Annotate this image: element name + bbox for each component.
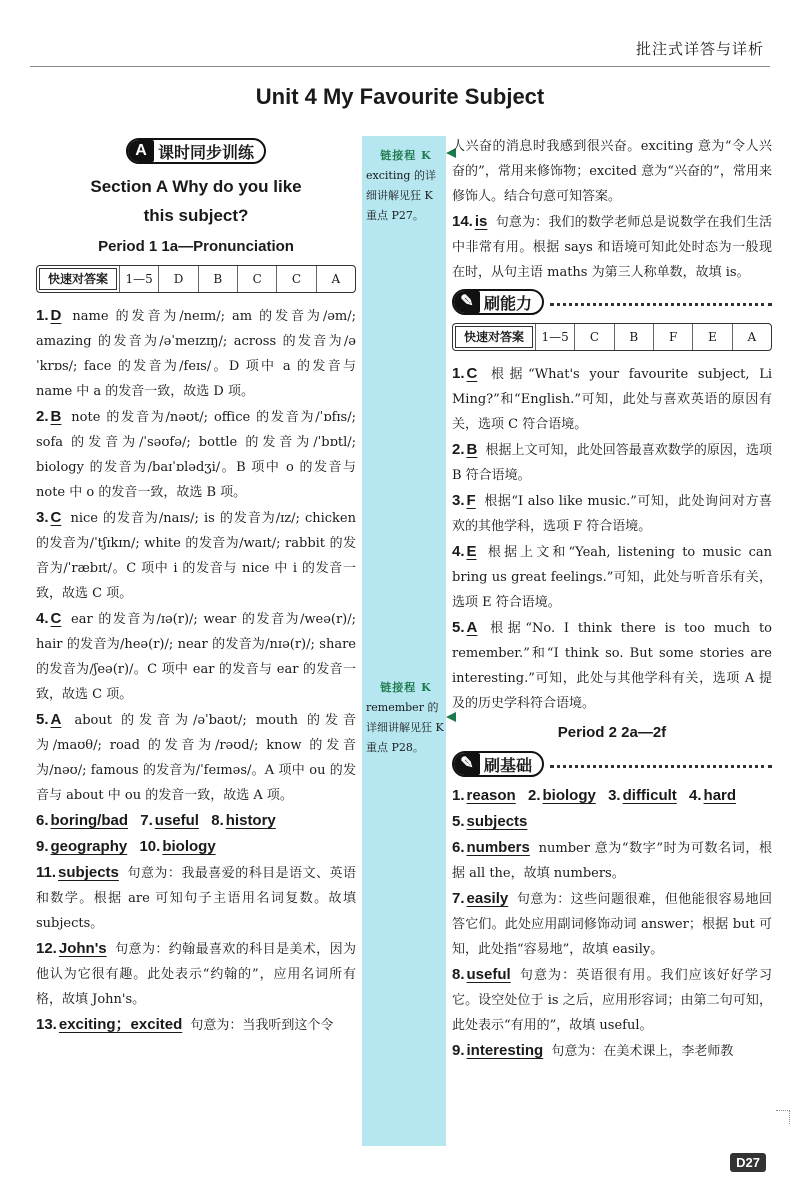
dotted-divider: [550, 765, 772, 768]
quick-answer-cell: B: [198, 266, 237, 292]
brush-icon: ✎: [454, 291, 480, 313]
side-note-exciting: [362, 146, 446, 226]
badge-text: 刷基础: [484, 755, 533, 775]
side-note-label: 链接程 K: [380, 681, 432, 694]
answer-item: 11. subjects 句意为：我最喜爱的科目是语文、英语和数学。根据 are 可知句子主语用名词复数。故填 subjects。: [36, 864, 356, 931]
answer-item: 14. is 句意为：我们的数学老师总是说数学在我们生活中非常有用。根据 says 和语境可知此处时态为一般现在时，从句主语 maths 为第三人称单数，故填 is。: [452, 213, 772, 280]
basics-badge: [452, 751, 544, 777]
quick-answer-cell: E: [692, 324, 731, 350]
quick-answer-label: 快速对答案: [455, 326, 533, 348]
period-title: Period 2 2a—2f: [557, 724, 667, 741]
section-title-line-1: Section A Why do you like: [90, 177, 302, 196]
right-column: [452, 134, 772, 1064]
answer-item: 6. numbers number 意为“数字”时为可数名词，根据 all the，故填 numbers。: [452, 839, 772, 881]
badge-text: 刷能力: [484, 293, 533, 313]
quick-answer-range: 1—5: [119, 266, 158, 292]
quick-answer-label: 快速对答案: [39, 268, 117, 290]
answer-item: 13. exciting；excited 句意为：当我听到这个令: [36, 1016, 334, 1033]
answer-item: 9. interesting 句意为：在美术课上，李老师教: [452, 1042, 734, 1059]
header-title: 批注式详答与详析: [635, 40, 764, 58]
answer-item: 2. B note 的发音为/nəʊt/; office 的发音为/ˈɒfɪs/; sofa 的发音为/ˈsəʊfə/; bottle 的发音为/ˈbɒtl/; biology 的发音为/baɪˈɒlədʒi/。B 项中 o 的发音与 note 中 o 的发音一致，故选 B 项。: [36, 408, 356, 500]
side-note-label: 链接程 K: [380, 149, 432, 162]
short-answer-row: 9. geography 10. biology: [36, 838, 216, 855]
brush-icon: ✎: [454, 753, 480, 775]
side-note-remember: [362, 678, 446, 758]
quick-answer-cell: C: [574, 324, 613, 350]
answer-item: 3. C nice 的发音为/naɪs/; is 的发音为/ɪz/; chicken 的发音为/ˈtʃɪkɪn/; white 的发音为/waɪt/; rabbit 的发音为/ˈræbɪt/。C 项中 i 的发音与 nice 中 i 的发音一致，故选 C 项。: [36, 509, 356, 601]
quick-answer-cell: B: [614, 324, 653, 350]
answer-item: 1. D name 的发音为/neɪm/; am 的发音为/əm/; amazing 的发音为/əˈmeɪzɪŋ/; across 的发音为/əˈkrɒs/; face 的发音为/feɪs/。D 项中 a 的发音与 name 中 a 的发音一致，故选 D 项。: [36, 307, 356, 399]
section-badge: [126, 138, 266, 164]
header-divider: [30, 66, 770, 67]
answer-item: 2. B 根据上文可知，此处回答最喜欢数学的原因，选项 B 符合语境。: [452, 441, 772, 483]
side-note-text: remember 的详细讲解见狂 K 重点 P28。: [366, 701, 444, 754]
left-column: [36, 138, 356, 1038]
section-title-line-2: this subject?: [143, 206, 249, 225]
short-answer-row: 5. subjects: [452, 813, 528, 830]
quick-answer-cell: C: [276, 266, 315, 292]
side-note-text: exciting 的详细讲解见狂 K 重点 P27。: [366, 169, 436, 222]
period-title: Period 1 1a—Pronunciation: [98, 238, 294, 255]
unit-title: Unit 4 My Favourite Subject: [255, 84, 545, 109]
answer-item: 5. A 根据“No. I think there is too much to remember.”和“I think so. But some stories are interesting.”可知，此处与其他学科有关，选项 A 提及的历史学科符合语境。: [452, 619, 772, 711]
answer-item: 3. F 根据“I also like music.”可知，此处询问对方喜欢的其他学科，选项 F 符合语境。: [452, 492, 772, 534]
side-notes-bar: [362, 136, 446, 1146]
quick-answer-cell: C: [237, 266, 276, 292]
answer-item: 5. A about 的发音为/əˈbaʊt/; mouth 的发音为/maʊθ/; road 的发音为/rəʊd/; know 的发音为/nəʊ/; famous 的发音为/ˈfeɪməs/。A 项中 ou 的发音与 about 中 ou 的发音一致，故选 A 项。: [36, 711, 356, 803]
badge-text: 课时同步训练: [157, 142, 254, 162]
quick-answer-cell: F: [653, 324, 692, 350]
quick-answer-box: [452, 323, 772, 351]
short-answer-row: 1. reason 2. biology 3. difficult 4. hard: [452, 787, 737, 804]
badge-a-icon: A: [128, 140, 154, 162]
continued-text: 人兴奋的消息时我感到很兴奋。exciting 意为“令人兴奋的”，常用来修饰物；excited 意为“兴奋的”，常用来修饰人。结合句意可知答案。: [452, 139, 772, 204]
answer-item: 7. easily 句意为：这些问题很难，但他能很容易地回答它们。此处应用副词修饰动词 answer；根据 but 可知，此处指“容易地”，故填 easily。: [452, 890, 772, 957]
answer-item: 8. useful 句意为：英语很有用。我们应该好好学习它。设空处位于 is 之后，应用形容词；由第二句可知，此处表示“有用的”，故填 useful。: [452, 966, 772, 1033]
quick-answer-box: [36, 265, 356, 293]
answer-item: 1. C 根据“What's your favourite subject, Li Ming?”和“English.”可知，此处与喜欢英语的原因有关，选项 C 符合语境。: [452, 365, 772, 432]
quick-answer-cell: A: [316, 266, 355, 292]
answer-item: 4. E 根据上文和“Yeah, listening to music can bring us great feelings.”可知，此处与听音乐有关，选项 E 符合语境。: [452, 543, 772, 610]
quick-answer-cell: A: [732, 324, 771, 350]
ability-badge: [452, 289, 544, 315]
page-number: D27: [730, 1153, 766, 1172]
answer-item: 4. C ear 的发音为/ɪə(r)/; wear 的发音为/weə(r)/; hair 的发音为/heə(r)/; near 的发音为/nɪə(r)/; share 的发音为/ʃeə(r)/。C 项中 ear 的发音与 ear 的发音一致，故选 C 项。: [36, 610, 357, 702]
dotted-divider: [550, 303, 772, 306]
quick-answer-range: 1—5: [535, 324, 574, 350]
quick-answer-cell: D: [158, 266, 197, 292]
short-answer-row: 6. boring/bad 7. useful 8. history: [36, 812, 276, 829]
page-corner-mark: [776, 1110, 790, 1124]
answer-item: 12. John's 句意为：约翰最喜欢的科目是美术，因为他认为它很有趣。此处表示“约翰的”，应用名词所有格，故填 John's。: [36, 940, 356, 1007]
